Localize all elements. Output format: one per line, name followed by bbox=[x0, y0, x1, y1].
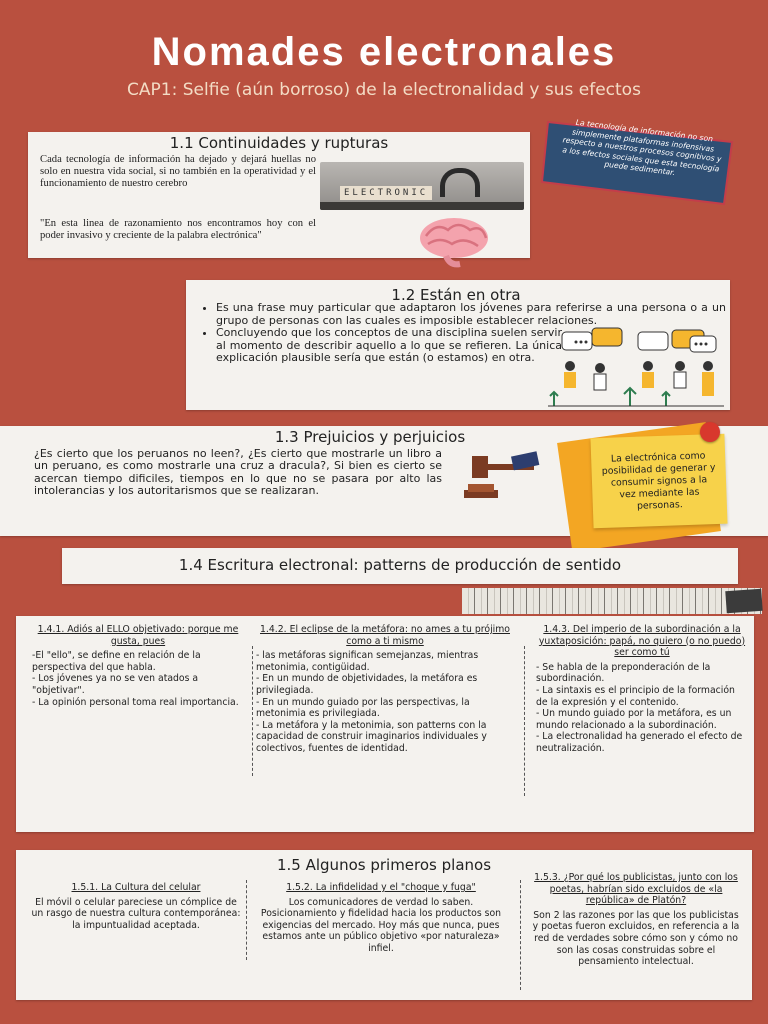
headphones-icon bbox=[440, 168, 480, 197]
section-1-4-col-2-line-3: - En un mundo guiado por las perspectivas, la metonimia es privilegiada. bbox=[256, 696, 470, 720]
sticky-note-yellow bbox=[590, 434, 727, 529]
section-1-4-heading: 1.4 Escritura electronal: patterns de producción de sentido bbox=[178, 556, 622, 574]
section-1-5-col-3-title: 1.5.3. ¿Por qué los publicistas, junto con los poetas, habrían sido excluidos de «la república» de Platón? bbox=[534, 872, 738, 907]
pushpin-icon bbox=[700, 422, 720, 442]
section-1-4-col-2-line-4: - La metáfora y la metonimia, son patterns con la capacidad de construir imaginarios individuales y colectivos, fuentes de identidad. bbox=[256, 719, 487, 754]
section-1-4-col-2-line-2: - En un mundo de objetividades, la metáfora es privilegiada. bbox=[256, 673, 478, 696]
section-1-4-heading-card bbox=[62, 548, 738, 584]
shelf bbox=[320, 202, 524, 210]
section-1-2-bullet-2: • Concluyendo que los conceptos de una disciplina suelen servir al momento de describir aquello a lo que se refieren. La única explicación plausible sería que están (o estamos) en otra. bbox=[216, 327, 562, 365]
brain-icon bbox=[416, 214, 494, 268]
section-1-5-col-2-title: 1.5.2. La infidelidad y el "choque y fuga" bbox=[286, 882, 476, 893]
section-1-4-col-3-line-1: - Se habla de la preponderación de la subordinación. bbox=[536, 661, 711, 685]
section-1-4-col-3-line-2: - La sintaxis es el principio de la formación de la expresión y el contenido. bbox=[536, 684, 735, 708]
section-1-5-col-2 bbox=[252, 882, 510, 955]
section-1-5-divider-1 bbox=[246, 880, 247, 960]
section-1-5-col-3-text: Son 2 las razones por las que los publicistas y poetas fueron excluidos, en referencia a la red de verdades sobre cómo son y cómo no son las cosas construidas sobre el pensamiento intelectual. bbox=[532, 909, 740, 968]
section-1-4-col-2-title: 1.4.2. El eclipse de la metáfora: no ames a tu prójimo como a ti mismo bbox=[260, 624, 510, 647]
newspaper-strip bbox=[462, 588, 762, 614]
section-1-4-col-3-line-3: - Un mundo guiado por la metáfora, es un mundo relacionado a la subordinación. bbox=[536, 708, 732, 731]
sticky-note-text: La electrónica como posibilidad de generar y consumir signos a la vez mediante las personas. bbox=[601, 450, 716, 512]
section-1-2-bullet-list bbox=[200, 301, 726, 365]
section-1-5-col-1-text: El móvil o celular pareciese un cómplice de un rasgo de nuestra cultura contemporánea: la impuntualidad aceptada. bbox=[31, 896, 241, 931]
section-1-2-card bbox=[186, 280, 730, 410]
section-1-4-col-2 bbox=[256, 624, 514, 755]
section-1-1-paragraph-2: "En esta linea de razonamiento nos encontramos hoy con el poder invasivo y creciente de la palabra electrónica" bbox=[40, 218, 316, 241]
section-1-5-heading: 1.5 Algunos primeros planos bbox=[276, 856, 492, 874]
section-1-3-heading: 1.3 Prejuicios y perjuicios bbox=[274, 428, 466, 446]
section-1-2-heading: 1.2 Están en otra bbox=[391, 286, 521, 304]
callout-blue-text: La tecnología de información no son simplemente plataformas inofensivas respecto a nuestros procesos cognitivos y a los efectos sociales que esta tecnología puede sedimentar. bbox=[561, 117, 722, 178]
electronic-photo bbox=[320, 162, 524, 210]
section-1-2-bullet-1: • Es una frase muy particular que adaptaron los jóvenes para referirse a una persona o a un grupo de personas con las cuales es imposible establecer relaciones. bbox=[216, 302, 726, 327]
section-1-4-col-1-line-3: - La opinión personal toma real importancia. bbox=[32, 696, 239, 708]
section-1-4-divider-2 bbox=[524, 646, 525, 796]
section-1-4-col-1-title: 1.4.1. Adiós al ELLO objetivado: porque me gusta, pues bbox=[37, 624, 239, 647]
people-conversation-illustration bbox=[548, 326, 724, 410]
page-title: Nomades electronales bbox=[151, 30, 617, 74]
section-1-4-col-1 bbox=[32, 624, 244, 708]
section-1-4-col-1-line-2: - Los jóvenes ya no se ven atados a "objetivar". bbox=[32, 673, 199, 696]
section-1-1-heading: 1.1 Continuidades y rupturas bbox=[169, 134, 389, 152]
section-1-1-paragraph-1: Cada tecnología de información ha dejado y dejará huellas no solo en nuestra vida social, si no también en la operatividad y el funcionamiento de nuestro cerebro bbox=[40, 154, 316, 189]
section-1-4-col-3 bbox=[536, 624, 748, 755]
section-1-5-divider-2 bbox=[520, 880, 521, 990]
letter-blocks: ELECTRONIC bbox=[340, 186, 432, 200]
gavel-icon bbox=[452, 448, 544, 508]
section-1-4-col-3-title: 1.4.3. Del imperio de la subordinación a la yuxtaposición: papá, no quiero (o no puedo) ser como tú bbox=[538, 624, 746, 659]
section-1-5-col-1 bbox=[30, 882, 242, 931]
section-1-5-col-2-text: Los comunicadores de verdad lo saben. Posicionamiento y fidelidad hacia los productos son exigencias del mercado. Hoy más que nunca, pues estamos ante un público objetivo «por naturaleza» infiel. bbox=[260, 896, 502, 954]
section-1-5-col-1-title: 1.5.1. La Cultura del celular bbox=[71, 882, 201, 893]
section-1-4-divider-1 bbox=[252, 646, 253, 776]
section-1-4-card bbox=[16, 616, 754, 832]
section-1-4-col-1-line-1: -El "ello", se define en relación de la perspectiva del que habla. bbox=[32, 650, 201, 673]
section-1-5-card bbox=[16, 850, 752, 1000]
section-1-5-col-3 bbox=[530, 872, 742, 968]
section-1-1-card bbox=[28, 132, 530, 258]
section-1-4-col-2-line-1: - las metáforas significan semejanzas, mientras metonimia, contigüidad. bbox=[256, 650, 479, 673]
dark-stripe bbox=[725, 589, 762, 613]
section-1-4-col-3-line-4: - La electronalidad ha generado el efecto de neutralización. bbox=[536, 731, 743, 754]
page-subtitle: CAP1: Selfie (aún borroso) de la electronalidad y sus efectos bbox=[127, 80, 641, 100]
section-1-3-paragraph: ¿Es cierto que los peruanos no leen?, ¿Es cierto que mostrarle un libro a un peruano, es como mostrarle una cruz a dracula?, Si bien es cierto se acercan tiempo dificiles, tiempos en lo que no se pasara por alto las intolerancias y los autoritarismos que se realizaran. bbox=[34, 447, 442, 498]
callout-blue-note bbox=[540, 112, 740, 198]
